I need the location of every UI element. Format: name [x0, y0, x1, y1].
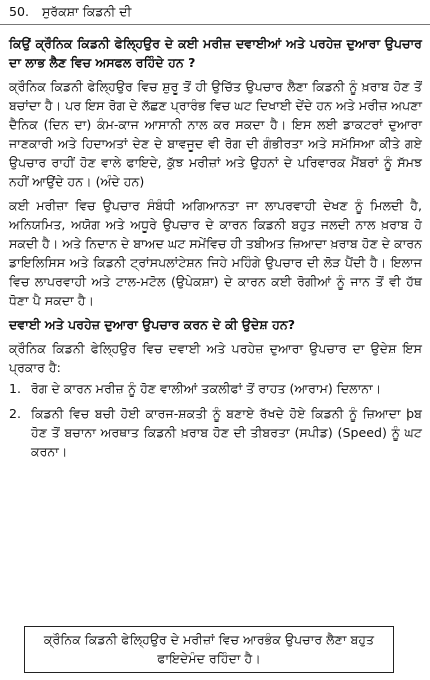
- list-item: [9, 379, 422, 398]
- list-item-number: 1.: [9, 381, 22, 396]
- running-title: ਸੁਰੱਕਸ਼ਾ ਕਿਡਨੀ ਦੀ: [42, 4, 132, 19]
- paragraph-1: ਕ੍ਰੌਨਿਕ ਕਿਡਨੀ ਫੇਲ੍ਹਿਉਰ ਵਿਚ ਸ਼ੁਰੂ ਤੋਂ ਹੀ ਉਚਿੱਤ ਉਪਚਾਰ ਲੈਣਾ ਕਿਡਨੀ ਨੂੰ ਖ਼ਰਾਬ ਹੋਣ ਤੋਂ ਬਚਾਂਦਾ ਹੈ। ਪਰ ਇਸ ਰੋਗ ਦੇ ਲੱਛਣ ਪ੍ਰਾਰੰਭ ਵਿਚ ਘਟ ਦਿਖਾਈ ਦੇਂਦੇ ਹਨ ਅਤੇ ਮਰੀਜ਼ ਅਪਣਾ ਦੈਨਿਕ (ਦਿਨ ਦਾ) ਕੰਮ-ਕਾਜ ਆਸਾਨੀ ਨਾਲ ਕਰ ਸਕਦਾ ਹੈ। ਇਸ ਲਈ ਡਾਕਟਰਾਂ ਦੁਆਰਾ ਜਾਣਕਾਰੀ ਅਤੇ ਹਿਦਾਅਤਾਂ ਦੇਣ ਦੇ ਬਾਵਜੂਦ ਵੀ ਰੋਗ ਦੀ ਗੰਭੀਰਤਾ ਅਤੇ ਸਮੱਸਿਆ ਕੀਤੇ ਗਏ ਉਪਚਾਰ ਰਾਹੀਂ ਹੋਣ ਵਾਲੇ ਫਾਇਦੇ, ਕੁੱਝ ਮਰੀਜ਼ਾਂ ਅਤੇ ਉਹਨਾਂ ਦੇ ਪਰਿਵਾਰਕ ਮੈਂਬਰਾਂ ਨੂੰ ਸੱਮਝ ਨਹੀਂ ਆਉਂਦੇ ਹਨ। (ਅੰਦੇ ਹਨ): [9, 79, 422, 189]
- page-number: 50.: [9, 4, 30, 19]
- header-rule: [0, 24, 430, 25]
- list-item: [9, 404, 422, 461]
- question-heading-2: ਦਵਾਈ ਅਤੇ ਪਰਹੇਜ਼ ਦੁਆਰਾ ਉਪਚਾਰ ਕਰਨ ਦੇ ਕੀ ਉਦੇਸ਼ ਹਨ?: [9, 317, 296, 332]
- highlight-text: ਕ੍ਰੌਨਿਕ ਕਿਡਨੀ ਫੇਲ੍ਹਿਉਰ ਦੇ ਮਰੀਜ਼ਾਂ ਵਿਚ ਆਰਭੰਕ ਉਪਚਾਰ ਲੈਣਾ ਬਹੁਤ ਫਾਇਦੇਮੰਦ ਰਹਿੰਦਾ ਹੈ।: [43, 632, 375, 666]
- list-item-number: 2.: [9, 406, 22, 421]
- question-heading-1: ਕਿਉਂ ਕ੍ਰੌਨਿਕ ਕਿਡਨੀ ਫੇਲ੍ਹਿਉਰ ਦੇ ਕਈ ਮਰੀਜ਼ ਦਵਾਈਆਂ ਅਤੇ ਪਰਹੇਜ਼ ਦੁਆਰਾ ਉਪਚਾਰ ਦਾ ਲਾਭ ਲੈਣ ਵਿਚ ਅਸਫਲ ਰਹਿੰਦੇ ਹਨ ?: [9, 36, 422, 70]
- list-item-text: ਕਿਡਨੀ ਵਿਚ ਬਚੀ ਹੋਈ ਕਾਰਜ-ਸ਼ਕਤੀ ਨੂੰ ਬਣਾਏ ਰੱਖਦੇ ਹੋਏ ਕਿਡਨੀ ਨੂੰ ਜ਼ਿਆਦਾ þਬ ਹੋਣ ਤੋਂ ਬਚਾਨਾ ਅਰਥਾਤ ਕਿਡਨੀ ਖ਼ਰਾਬ ਹੋਣ ਦੀ ਤੀਬਰਤਾ (ਸਪੀਡ) (Speed) ਨੂੰ ਘਟ ਕਰਨਾ।: [31, 406, 422, 459]
- page-header: [9, 4, 422, 24]
- paragraph-2: ਕਈ ਮਰੀਜ਼ਾ ਵਿਚ ਉਪਚਾਰ ਸੰਬੰਧੀ ਅਗਿਆਨਤਾ ਜਾ ਲਾਪਰਵਾਹੀ ਦੇਖਣ ਨੂੰ ਮਿਲਦੀ ਹੈ, ਅਨਿਯਮਿਤ, ਅਯੋਗ ਅਤੇ ਅਧੂਰੇ ਉਪਚਾਰ ਦੇ ਕਾਰਨ ਕਿਡਨੀ ਬਹੁਤ ਜਲਦੀ ਨਾਲ ਖ਼ਰਾਬ ਹੋ ਸਕਦੀ ਹੈ। ਅਤੇ ਨਿਦਾਨ ਦੇ ਬਾਅਦ ਘਟ ਸਮੇਂਵਿਚ ਹੀ ਤਬੀਅਤ ਜ਼ਿਆਦਾ ਖ਼ਰਾਬ ਹੋਣ ਦੇ ਕਾਰਨ ਡਾਇਲਿਸਿਸ ਅਤੇ ਕਿਡਨੀ ਟ੍ਰਾਂਸਪਲਾਂਟੇਸ਼ਨ ਜਿਹੇ ਮਹਿੰਗੇ ਉਪਚਾਰ ਦੀ ਲੋੜ ਪੈਂਦੀ ਹੈ। ਇਲਾਜ ਵਿਚ ਲਾਪਰਵਾਹੀ ਅਤੇ ਟਾਲ-ਮਟੋਲ (ਉਪੇਕਸ਼ਾ) ਦੇ ਕਾਰਨ ਕਈ ਰੋਗੀਆਂ ਨੂੰ ਜਾਨ ਤੋਂ ਵੀ ਹੱਥ ਧੋਣਾ ਪੈ ਸਕਦਾ ਹੈ।: [9, 198, 422, 308]
- list-item-text: ਰੋਗ ਦੇ ਕਾਰਨ ਮਰੀਜ਼ ਨੂੰ ਹੋਣ ਵਾਲੀਆਂ ਤਕਲੀਫਾਂ ਤੋਂ ਰਾਹਤ (ਆਰਾਮ) ਦਿਲਾਨਾ।: [31, 381, 382, 396]
- highlight-box: [24, 626, 394, 673]
- objectives-list: [9, 379, 422, 461]
- paragraph-3: ਕ੍ਰੌਨਿਕ ਕਿਡਨੀ ਫੇਲ੍ਹਿਉਰ ਵਿਚ ਦਵਾਈ ਅਤੇ ਪਰਹੇਜ਼ ਦੁਆਰਾ ਉਪਚਾਰ ਦਾ ਉਦੇਸ਼ ਇਸ ਪ੍ਰਕਾਰ ਹੈ:: [9, 341, 422, 375]
